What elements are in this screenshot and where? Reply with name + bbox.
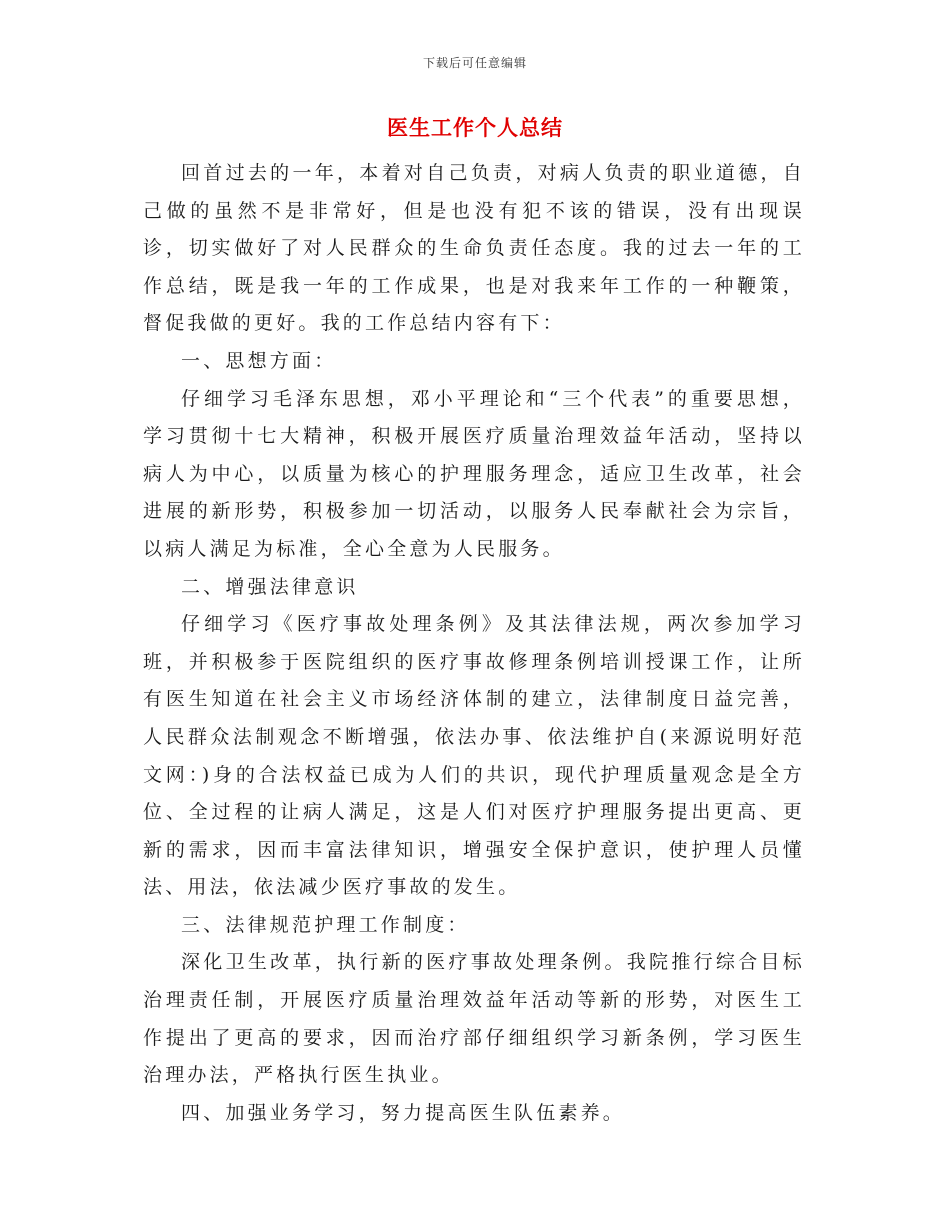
document-body	[143, 155, 805, 1132]
section-heading-study: 四、加强业务学习，努力提高医生队伍素养。	[181, 1101, 626, 1124]
page-header-note: 下载后可任意编辑	[422, 56, 527, 70]
section-heading-thought: 一、思想方面：	[181, 349, 337, 372]
document-title: 医生工作个人总结	[387, 115, 563, 140]
paragraph-law: 仔细学习《医疗事故处理条例》及其法律法规，两次参加学习班，并积极参于医院组织的医疗事故修理条例培训授课工作，让所有医生知道在社会主义市场经济体制的建立，法律制度日益完善，人民群众法制观念不断增强，依法办事、依法维护自(来源说明好范 文网：)身的合法权益已成为人们的共识，现代护理质量观念是全方位、全过程的让病人满足，这是人们对医疗护理服务提出更高、更新的需求，因而丰富法律知识，增强安全保护意识，使护理人员懂法、用法，依法减少医疗事故的发生。	[143, 613, 805, 899]
paragraph-intro: 回首过去的一年，本着对自己负责，对病人负责的职业道德，自己做的虽然不是非常好，但是也没有犯不该的错误，没有出现误诊，切实做好了对人民群众的生命负责任态度。我的过去一年的工作总结，既是我一年的工作成果，也是对我来年工作的一种鞭策，督促我做的更好。我的工作总结内容有下：	[143, 162, 805, 335]
section-heading-regulation: 三、法律规范护理工作制度：	[181, 913, 470, 936]
paragraph-thought: 仔细学习毛泽东思想，邓小平理论和“三个代表”的重要思想，学习贯彻十七大精神，积极开展医疗质量治理效益年活动，坚持以病人为中心，以质量为核心的护理服务理念，适应卫生改革，社会进展的新形势，积极参加一切活动，以服务人民奉献社会为宗旨，以病人满足为标准，全心全意为人民服务。	[143, 387, 805, 560]
section-heading-law: 二、增强法律意识	[181, 575, 359, 598]
paragraph-regulation: 深化卫生改革，执行新的医疗事故处理条例。我院推行综合目标治理责任制，开展医疗质量治理效益年活动等新的形势，对医生工作提出了更高的要求，因而治疗部仔细组织学习新条例，学习医生治理办法，严格执行医生执业。	[143, 951, 805, 1087]
